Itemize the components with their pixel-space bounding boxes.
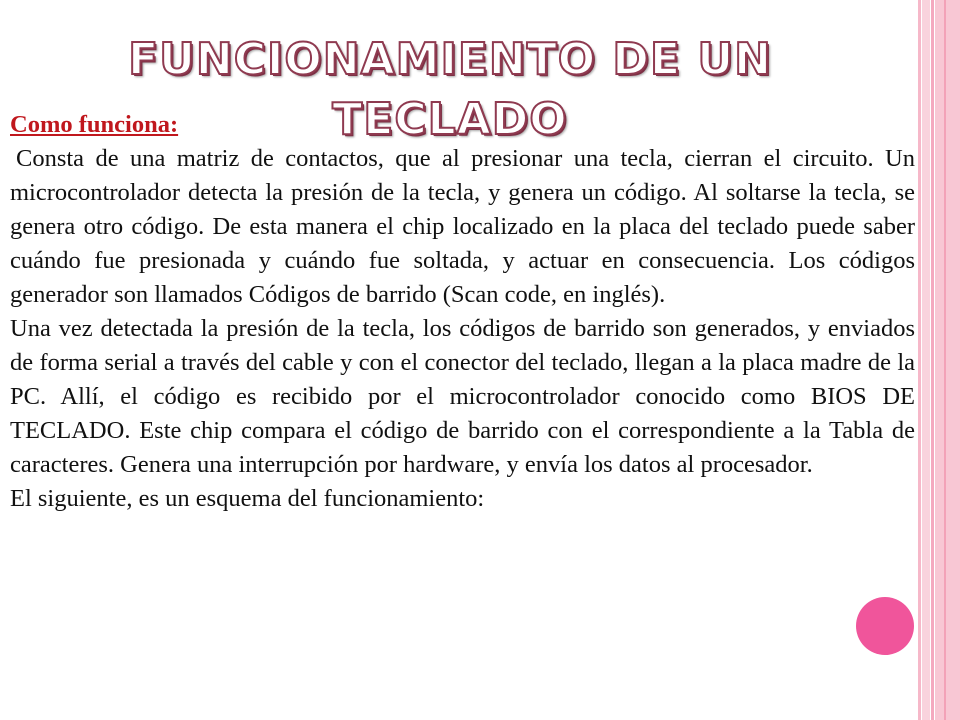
section-heading: Como funciona: xyxy=(10,111,179,138)
border-stripe xyxy=(944,0,946,720)
border-stripe xyxy=(935,0,960,720)
decorative-circle xyxy=(856,597,914,655)
paragraph: Una vez detectada la presión de la tecla, los códigos de barrido son generados, y enviados de forma serial a través del cable y con el conector del teclado, llegan a la placa madre de la PC. Allí, el código es recibido por el microcontrolador conocido como BIOS DE TECLADO. Este chip compara el código de barrido con el correspondiente a la Tabla de caracteres. Genera una interrupción por hardware, y envía los datos al procesador. xyxy=(10,315,915,478)
paragraph: El siguiente, es un esquema del funcionamiento: xyxy=(10,485,485,512)
paragraph: Consta de una matriz de contactos, que al presionar una tecla, cierran el circuito. Un microcontrolador detecta la presión de la tecla, y genera un código. Al soltarse la tecla, se genera otro código. De esta manera el chip localizado en la placa del teclado puede saber cuándo fue presionada y cuándo fue soltada, y actuar en consecuencia. Los códigos generador son llamados Códigos de barrido (Scan code, en inglés). xyxy=(10,145,915,308)
border-stripe xyxy=(922,0,930,720)
body-text xyxy=(10,108,915,516)
border-stripe xyxy=(918,0,921,720)
slide-title: FUNCIONAMIENTO DE UN TECLADO xyxy=(128,34,772,145)
border-stripe xyxy=(931,0,934,720)
